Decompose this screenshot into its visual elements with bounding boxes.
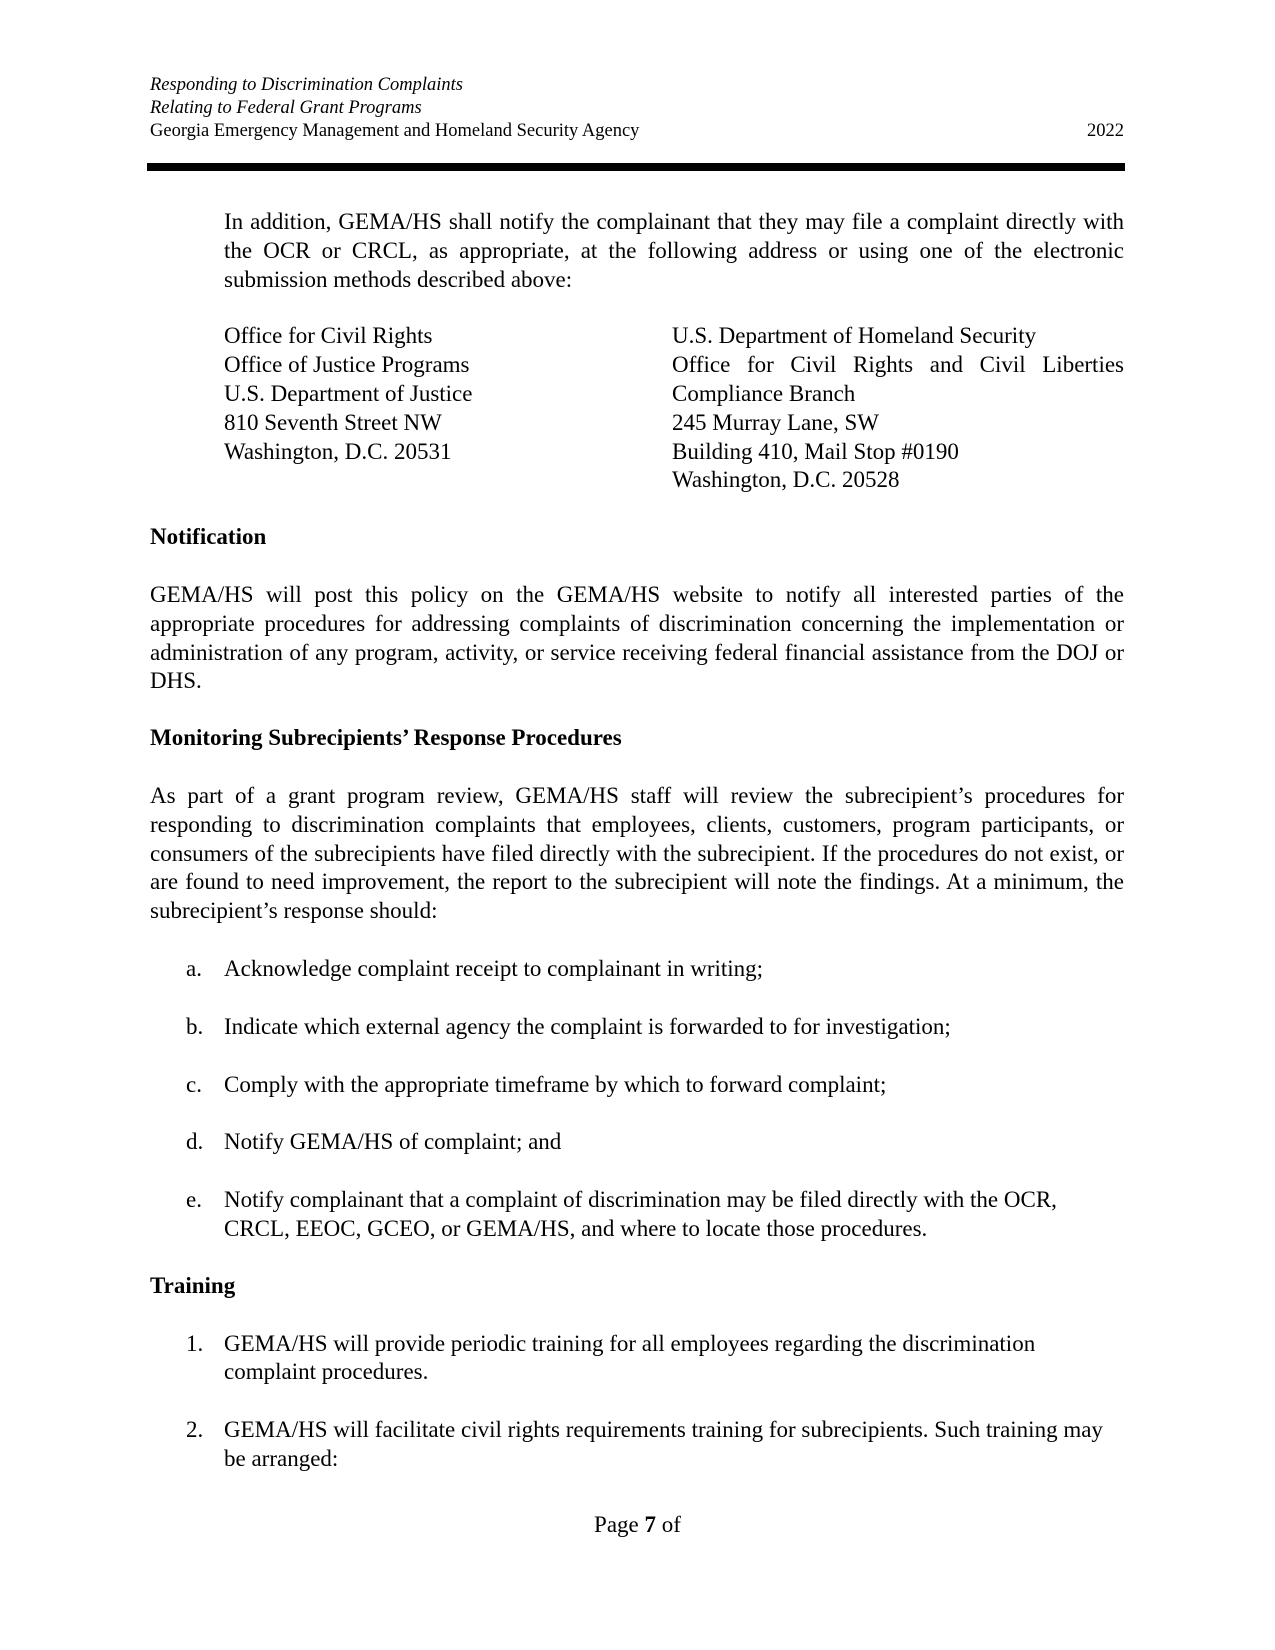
intro-paragraph: In addition, GEMA/HS shall notify the complainant that they may file a complaint directly with the OCR or CRCL, as appropriate, at the following address or using one of the electronic submission methods described above: bbox=[224, 209, 1124, 292]
list-item-text: Acknowledge complaint receipt to complainant in writing; bbox=[224, 955, 764, 981]
address-line: Office of Justice Programs bbox=[224, 352, 470, 378]
address-line: Office for Civil Rights bbox=[224, 323, 433, 349]
notification-heading: Notification bbox=[150, 524, 267, 550]
address-block bbox=[224, 322, 1124, 495]
list-item-text: Notify GEMA/HS of complaint; and bbox=[224, 1129, 562, 1155]
header-title-line1: Responding to Discrimination Complaints bbox=[150, 75, 463, 95]
list-marker: 2. bbox=[186, 1417, 204, 1443]
list-marker: b. bbox=[186, 1013, 204, 1039]
address-line: U.S. Department of Justice bbox=[224, 380, 473, 406]
monitoring-heading: Monitoring Subrecipients’ Response Procedures bbox=[150, 725, 622, 751]
list-item bbox=[150, 1128, 1124, 1157]
footer-page-number: 7 bbox=[644, 1512, 657, 1537]
notification-paragraph: GEMA/HS will post this policy on the GEMA/HS website to notify all interested parties of the appropriate procedures for addressing complaints of discrimination concerning the implementation or administration of any program, activity, or service receiving federal financial assistance from the DOJ or DHS. bbox=[150, 581, 1124, 694]
address-doj bbox=[224, 322, 672, 495]
monitoring-paragraph: As part of a grant program review, GEMA/HS staff will review the subrecipient’s procedures for responding to discrimination complaints that employees, clients, customers, program participants, or consumers of the subrecipients have filed directly with the subrecipient. If the procedures do not exist, or are found to need improvement, the report to the subrecipient will note the findings. At a minimum, the subrecipient’s response should: bbox=[150, 782, 1124, 924]
header-agency: Georgia Emergency Management and Homeland Security Agency bbox=[150, 121, 640, 141]
list-marker: 1. bbox=[186, 1330, 204, 1356]
page-footer bbox=[0, 1512, 1275, 1538]
list-item-text: GEMA/HS will facilitate civil rights requirements training for subrecipients. Such training may be arranged: bbox=[224, 1417, 1103, 1471]
address-line: Building 410, Mail Stop #0190 bbox=[672, 438, 959, 464]
address-line: Washington, D.C. 20531 bbox=[224, 438, 452, 464]
list-item bbox=[150, 955, 1124, 984]
header-agency-row bbox=[150, 120, 1124, 143]
address-line: Washington, D.C. 20528 bbox=[672, 467, 900, 493]
list-item-text: Comply with the appropriate timeframe by which to forward complaint; bbox=[224, 1071, 887, 1097]
list-item bbox=[150, 1186, 1124, 1244]
list-item bbox=[150, 1013, 1124, 1042]
list-item-text: GEMA/HS will provide periodic training for all employees regarding the discrimination complaint procedures. bbox=[224, 1330, 1036, 1385]
header-year: 2022 bbox=[1087, 121, 1124, 141]
running-header bbox=[150, 74, 1124, 143]
footer-page-suffix: of bbox=[661, 1512, 681, 1537]
header-title-line2: Relating to Federal Grant Programs bbox=[150, 98, 422, 118]
footer-page-prefix: Page bbox=[594, 1512, 639, 1537]
page-body bbox=[150, 208, 1124, 1474]
list-item bbox=[150, 1416, 1124, 1474]
address-dhs bbox=[672, 322, 1124, 495]
header-rule bbox=[147, 163, 1125, 171]
list-item-text: Notify complainant that a complaint of discrimination may be filed directly with the OCR, CRCL, EEOC, GCEO, or GEMA/HS, and where to locate those procedures. bbox=[224, 1187, 1057, 1241]
list-marker: c. bbox=[186, 1071, 202, 1097]
list-marker: d. bbox=[186, 1129, 204, 1155]
list-item bbox=[150, 1330, 1124, 1388]
list-marker: e. bbox=[186, 1187, 202, 1213]
address-line: U.S. Department of Homeland Security bbox=[672, 323, 1037, 349]
address-line: Compliance Branch bbox=[672, 380, 856, 406]
list-marker: a. bbox=[186, 955, 202, 981]
list-item bbox=[150, 1071, 1124, 1100]
list-item-text: Indicate which external agency the complaint is forwarded to for investigation; bbox=[224, 1013, 951, 1039]
address-line: 810 Seventh Street NW bbox=[224, 409, 442, 435]
training-heading: Training bbox=[150, 1272, 236, 1298]
address-line: Office for Civil Rights and Civil Liberties bbox=[672, 352, 1124, 378]
address-line: 245 Murray Lane, SW bbox=[672, 409, 879, 435]
